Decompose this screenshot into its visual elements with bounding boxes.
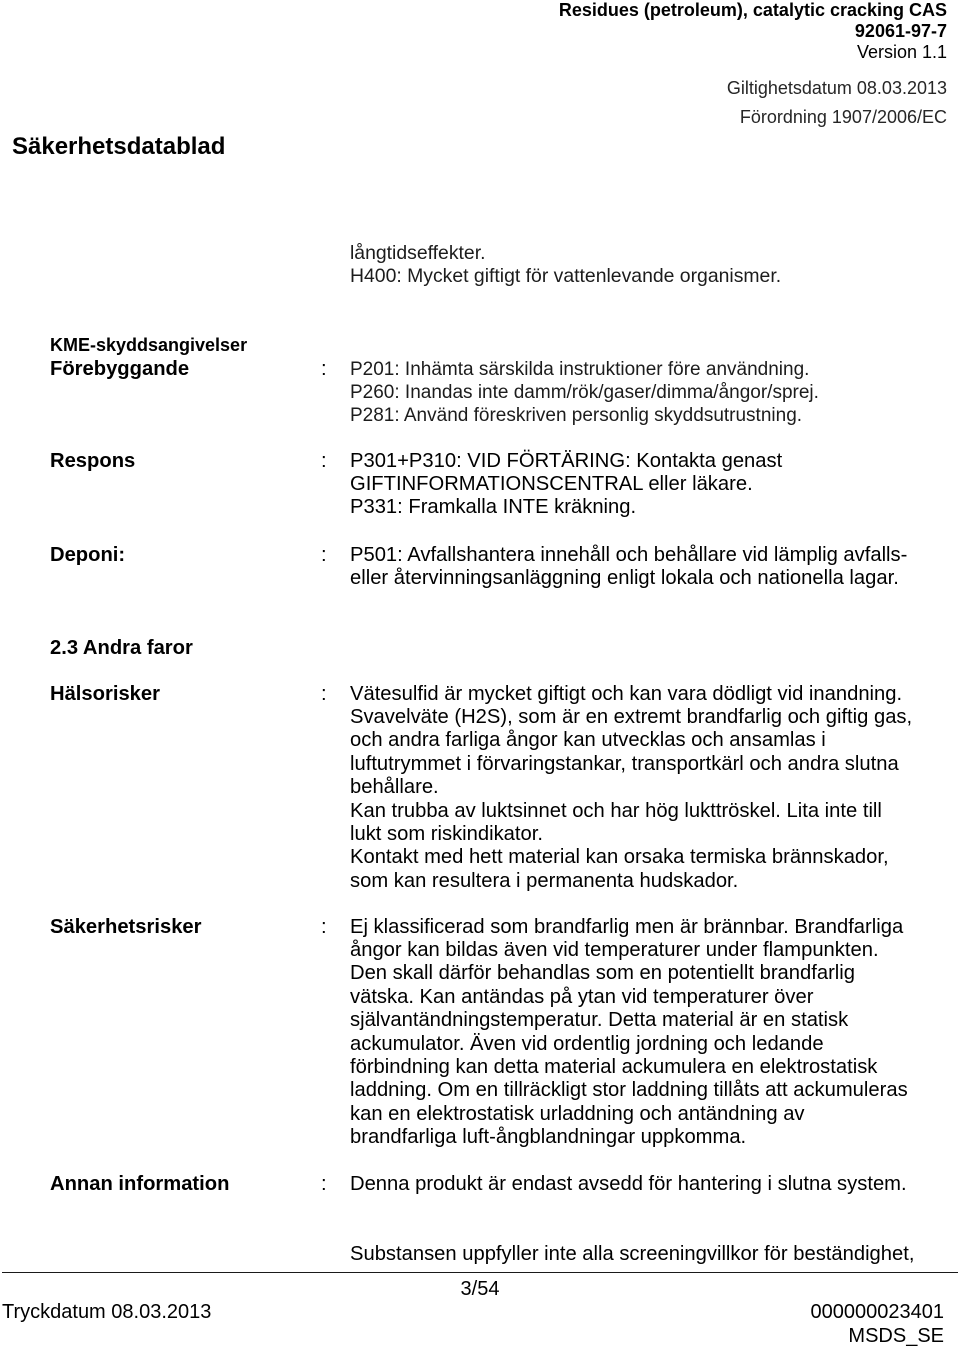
statement-line: eller återvinningsanläggning enligt lokala och nationella lagar. bbox=[350, 566, 899, 589]
version-label: Version 1.1 bbox=[856, 42, 947, 62]
response-row bbox=[0, 449, 960, 519]
other-information-label: Annan information bbox=[50, 1172, 230, 1195]
text-line: behållare. bbox=[350, 776, 439, 799]
text-line: vätska. Kan antändas på ytan vid temperaturer över bbox=[350, 985, 814, 1008]
text-line: Kontakt med hett material kan orsaka termiska brännskador, bbox=[350, 846, 889, 869]
page-number: 3/54 bbox=[460, 1277, 500, 1300]
field-separator: : bbox=[321, 682, 327, 705]
prevention-label: Förebyggande bbox=[50, 357, 190, 380]
footer-divider bbox=[2, 1272, 958, 1273]
text-line: Ej klassificerad som brandfarlig men är brännbar. Brandfarliga bbox=[350, 915, 904, 938]
field-separator: : bbox=[321, 357, 327, 380]
text-line: Svavelväte (H2S), som är en extremt brandfarlig och giftig gas, bbox=[350, 705, 913, 728]
text-line: ackumulator. Även vid ordentlig jordning och ledande bbox=[350, 1032, 824, 1055]
response-statements bbox=[350, 450, 782, 520]
statement-line: P281: Använd föreskriven personlig skyddsutrustning. bbox=[350, 405, 803, 427]
document-title: Säkerhetsdatablad bbox=[12, 133, 226, 160]
text-line: brandfarliga luft-ångblandningar uppkomma. bbox=[350, 1126, 747, 1149]
statement-line: GIFTINFORMATIONSCENTRAL eller läkare. bbox=[350, 472, 753, 495]
disposal-label: Deponi: bbox=[50, 543, 126, 566]
product-name: Residues (petroleum), catalytic cracking CAS bbox=[558, 0, 947, 20]
text-line: ångor kan bildas även vid temperaturer under flampunkten. bbox=[350, 938, 879, 961]
cas-number: 92061-97-7 bbox=[854, 21, 947, 41]
other-information-text bbox=[350, 1173, 907, 1196]
print-date: Tryckdatum 08.03.2013 bbox=[2, 1300, 212, 1323]
disposal-row bbox=[0, 543, 960, 589]
text-line: Den skall därför behandlas som en potentiellt brandfarlig bbox=[350, 962, 855, 985]
text-line: självantändningstemperatur. Detta material är en statisk bbox=[350, 1009, 849, 1032]
field-separator: : bbox=[321, 543, 327, 566]
document-number: 000000023401 bbox=[810, 1300, 944, 1323]
document-code: MSDS_SE bbox=[848, 1324, 944, 1347]
product-identity bbox=[559, 0, 947, 63]
prevention-row bbox=[0, 357, 960, 427]
statement-line: P331: Framkalla INTE kräkning. bbox=[350, 496, 637, 519]
safety-hazards-row bbox=[0, 915, 960, 1149]
precautionary-heading: KME-skyddsangivelser bbox=[50, 334, 248, 355]
statement-line: P260: Inandas inte damm/rök/gaser/dimma/ångor/sprej. bbox=[350, 381, 819, 403]
disposal-statements bbox=[350, 544, 907, 591]
text-line: luftutrymmet i förvaringstankar, transportkärl och andra slutna bbox=[350, 752, 899, 775]
prevention-statements bbox=[350, 358, 819, 428]
text-line: som kan resultera i permanenta hudskador. bbox=[350, 869, 739, 892]
field-separator: : bbox=[321, 449, 327, 472]
other-information-row bbox=[0, 1173, 960, 1197]
regulation-reference: Förordning 1907/2006/EC bbox=[739, 107, 947, 127]
statement-line: P501: Avfallshantera innehåll och behållare vid lämplig avfalls- bbox=[350, 543, 908, 566]
text-line: kan en elektrostatisk urladdning och antändning av bbox=[350, 1102, 805, 1125]
validity-date: Giltighetsdatum 08.03.2013 bbox=[726, 78, 947, 98]
statement-line: P301+P310: VID FÖRTÄRING: Kontakta genast bbox=[350, 449, 783, 472]
text-line: långtidseffekter. bbox=[350, 241, 486, 264]
health-hazards-row bbox=[0, 682, 960, 892]
text-line: Kan trubba av luktsinnet och har hög lukttröskel. Lita inte till bbox=[350, 799, 882, 822]
section-heading: 2.3 Andra faror bbox=[50, 636, 193, 659]
text-line: lukt som riskindikator. bbox=[350, 822, 543, 845]
text-line: H400: Mycket giftigt för vattenlevande organismer. bbox=[350, 265, 782, 288]
text-line: Vätesulfid är mycket giftigt och kan vara dödligt vid inandning. bbox=[350, 682, 903, 705]
field-separator: : bbox=[321, 915, 327, 938]
health-hazards-label: Hälsorisker bbox=[50, 682, 160, 705]
text-line: och andra farliga ångor kan utvecklas och ansamlas i bbox=[350, 729, 826, 752]
safety-hazards-label: Säkerhetsrisker bbox=[50, 915, 202, 938]
safety-hazards-text bbox=[350, 916, 908, 1150]
health-hazards-text bbox=[350, 683, 912, 894]
statement-line: P201: Inhämta särskilda instruktioner före användning. bbox=[350, 358, 810, 380]
text-line: Denna produkt är endast avsedd för hantering i slutna system. bbox=[350, 1172, 907, 1195]
text-line: förbindning kan detta material ackumulera en elektrostatisk bbox=[350, 1055, 878, 1078]
text-line: laddning. Om en tillräckligt stor laddning tillåts att ackumuleras bbox=[350, 1079, 908, 1102]
response-label: Respons bbox=[50, 449, 136, 472]
field-separator: : bbox=[321, 1172, 327, 1195]
continuation-text bbox=[350, 242, 781, 290]
trailing-text-line: Substansen uppfyller inte alla screeningvillkor för beständighet, bbox=[350, 1242, 915, 1265]
